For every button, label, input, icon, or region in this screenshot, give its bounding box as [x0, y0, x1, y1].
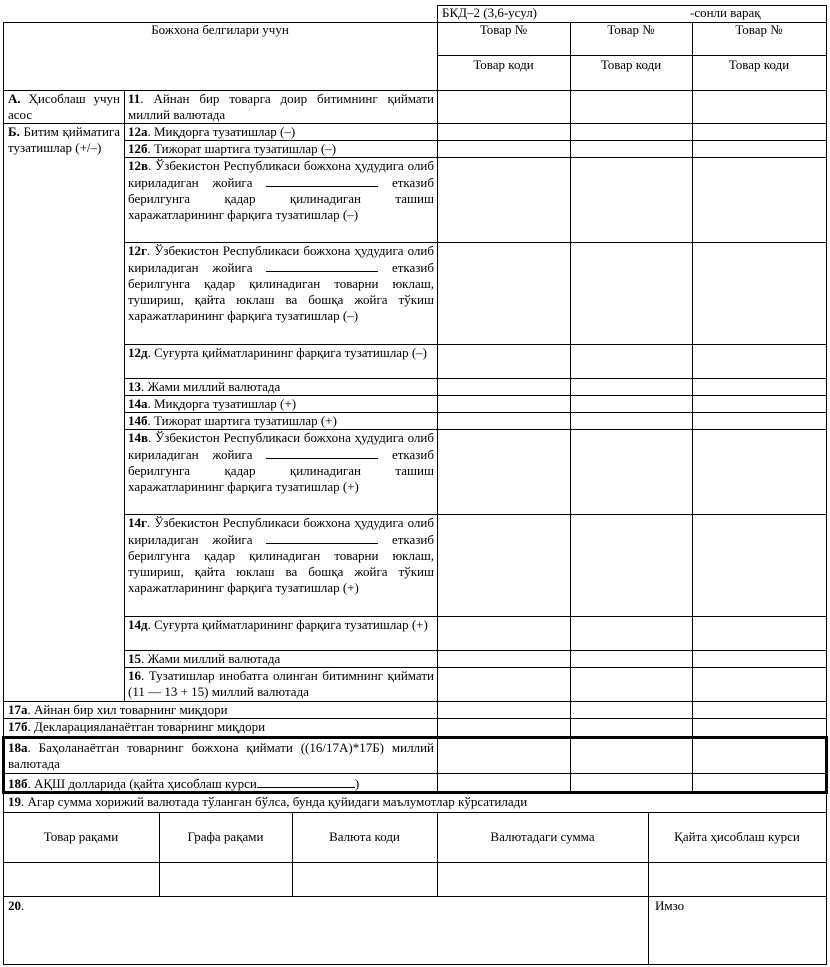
- row-17a: 17а. Айнан бир хил товарнинг миқдори: [8, 702, 228, 717]
- row-14v: 14в. Ўзбекистон Республикаси божхона ҳудудига олиб кириладиган жойига етказиб берилгунга қадар қилинадиган ташиш харажатларининг фарқига тузатишлар (+): [128, 430, 434, 494]
- input-goods-number[interactable]: [4, 863, 159, 896]
- row-12b: 12б. Тижорат шартига тузатишлар (–): [128, 141, 337, 156]
- goods-code-2: Товар коди: [600, 57, 662, 72]
- row-14d: 14д. Суғурта қийматларининг фарқига тузатишлар (+): [128, 617, 428, 632]
- col-amount-in-currency: Валютадаги сумма: [490, 829, 595, 844]
- col-currency-code: Валюта коди: [329, 829, 400, 844]
- signature-label: Имзо: [655, 898, 685, 913]
- row-18a: 18а. Баҳоланаётган товарнинг божхона қиймати ((16/17А)*17Б) миллий валютада: [8, 740, 434, 771]
- goods-code-1: Товар коди: [473, 57, 534, 72]
- row-12d: 12д. Суғурта қийматларининг фарқига тузатишлар (–): [128, 345, 427, 360]
- input-column-number[interactable]: [160, 863, 292, 896]
- row-17b: 17б. Декларацияланаётган товарнинг миқдори: [8, 719, 266, 734]
- goods-number-3: Товар №: [735, 22, 783, 37]
- goods-code-3: Товар коди: [728, 57, 790, 72]
- row-14g: 14г. Ўзбекистон Республикаси божхона ҳудудига олиб кириладиган жойига етказиб берилгунга қадар қилинадиган товарни юклаш, тушириш, қайта юклаш ва бошқа жойга тўкиш харажатларининг фарқига тузатишлар (+): [128, 515, 434, 595]
- sheet-number-label: -сонли варақ: [690, 5, 761, 20]
- row-12a: 12а. Миқдорга тузатишлар (–): [128, 124, 296, 139]
- row-13: 13. Жами миллий валютада: [128, 379, 281, 394]
- row-14b: 14б. Тижорат шартига тузатишлар (+): [128, 413, 337, 428]
- input-exchange-rate[interactable]: [649, 863, 826, 896]
- row-11: 11. Айнан бир товарга доир битимнинг қиймати миллий валютада: [128, 91, 434, 122]
- section-a-label: А. Ҳисоблаш учун асос: [8, 91, 120, 122]
- field-20-label: 20.: [8, 898, 25, 913]
- goods-number-2: Товар №: [607, 22, 655, 37]
- form-code: БКД–2 (3,6-усул): [442, 5, 538, 20]
- section-b-label: Б. Битим қийматига тузатишлар (+/–): [8, 124, 120, 155]
- row-19: 19. Агар сумма хорижий валютада тўланган бўлса, бунда қуйидаги маълумотлар кўрсатилади: [8, 794, 528, 809]
- col-goods-number: Товар рақами: [43, 829, 119, 844]
- row-15: 15. Жами миллий валютада: [128, 651, 281, 666]
- customs-marks-header: Божхона белгилари учун: [151, 22, 289, 37]
- row-16: 16. Тузатишлар инобатга олинган битимнинг қиймати (11 — 13 + 15) миллий валютада: [128, 668, 434, 699]
- col-column-number: Графа рақами: [187, 829, 264, 844]
- row-14a: 14а. Миқдорга тузатишлар (+): [128, 396, 297, 411]
- row-12g: 12г. Ўзбекистон Республикаси божхона ҳудудига олиб кириладиган жойига етказиб берилгунга қадар қилинадиган товарни юклаш, тушириш, қайта юклаш ва бошқа жойга тўкиш харажатларининг фарқига тузатишлар (–): [128, 243, 434, 323]
- col-exchange-rate: Қайта ҳисоблаш курси: [674, 829, 800, 844]
- row-12v: 12в. Ўзбекистон Республикаси божхона ҳудудига олиб кириладиган жойига етказиб берилгунга қадар қилинадиган ташиш харажатларининг фарқига тузатишлар (–): [128, 158, 434, 222]
- input-amount-in-currency[interactable]: [438, 863, 648, 896]
- input-currency-code[interactable]: [293, 863, 437, 896]
- row-18b: 18б. АҚШ долларида (қайта ҳисоблаш курси ): [8, 776, 360, 791]
- goods-number-1: Товар №: [479, 22, 528, 37]
